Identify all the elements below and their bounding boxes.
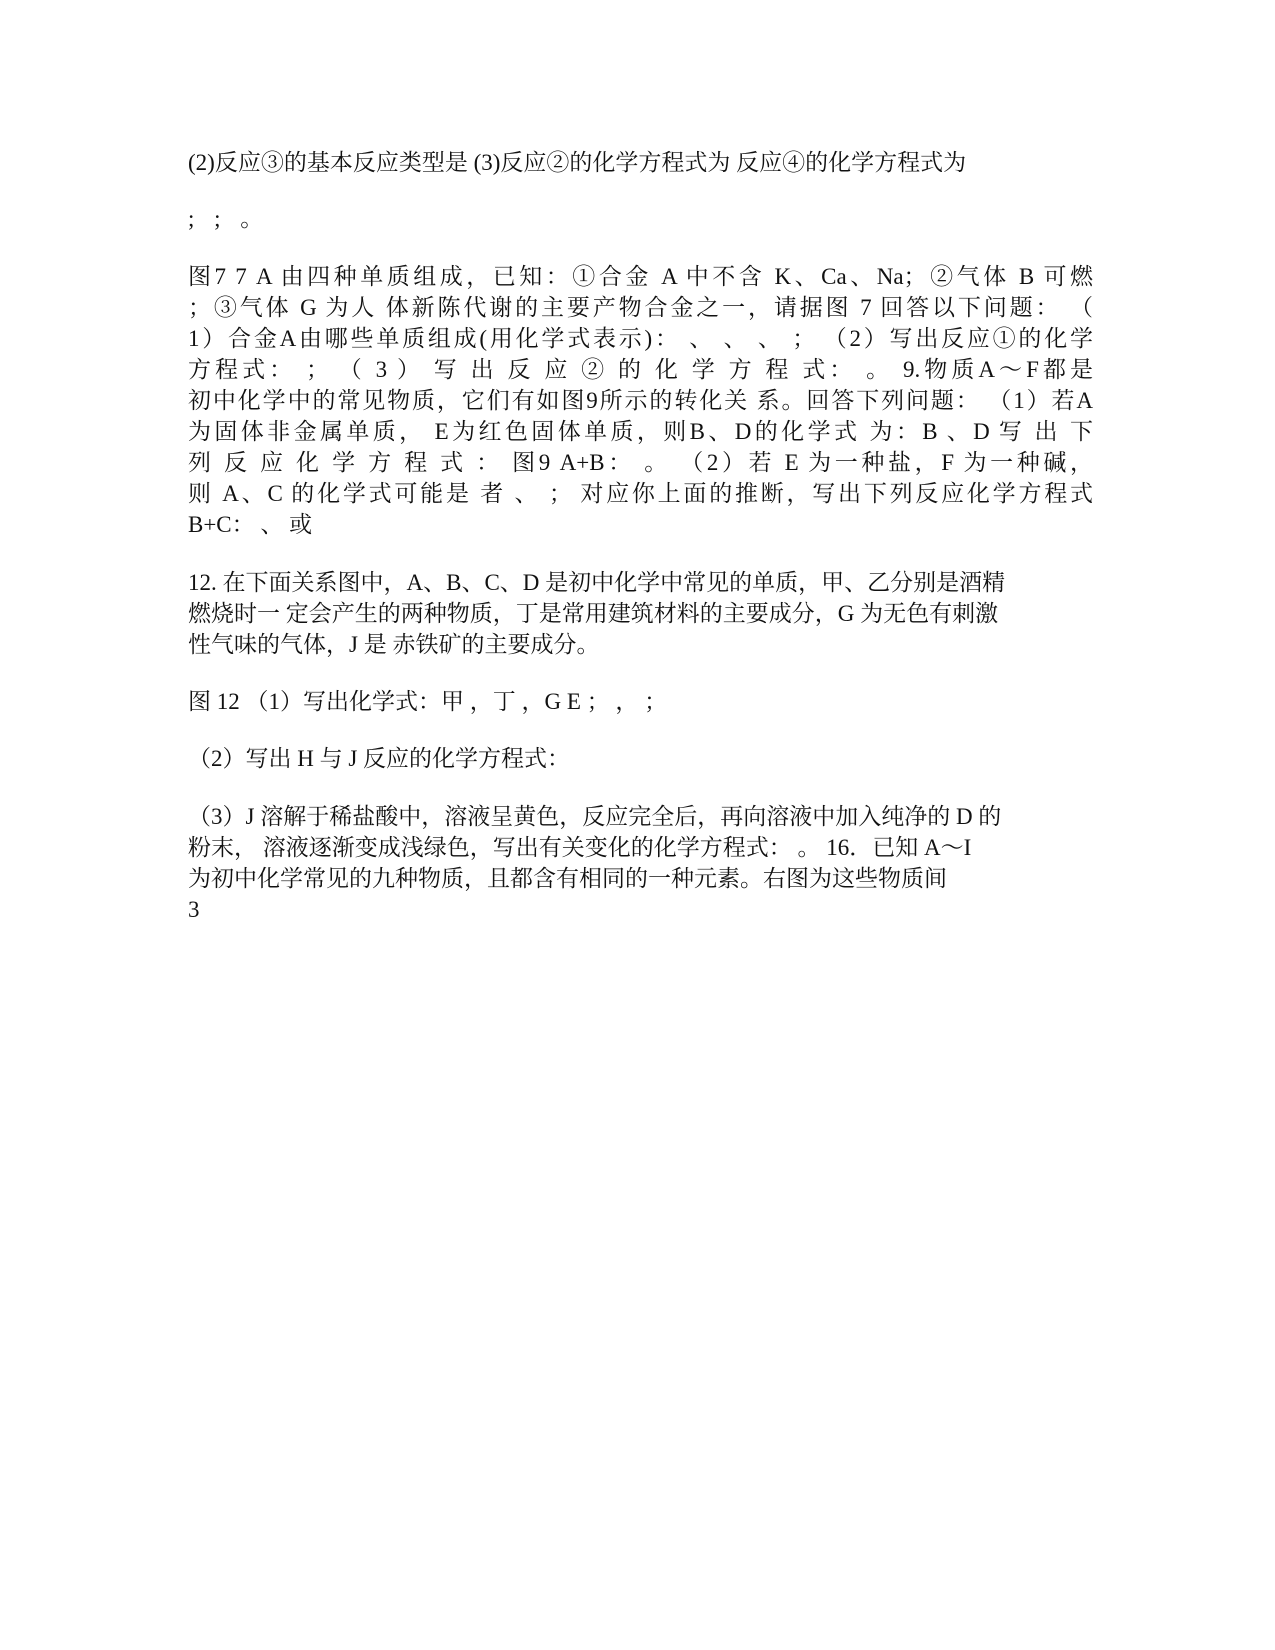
text-line: B+C： 、 或 — [188, 512, 313, 537]
text-line: 为固体非金属单质， E为红色固体单质，则B、D的化学式 为：B 、D 写 出 下 — [188, 419, 1093, 444]
text-line: ; ; 。 — [188, 206, 264, 231]
text-line: 12. 在下面关系图中，A、B、C、D 是初中化学中常见的单质，甲、乙分别是酒精 — [188, 570, 1006, 595]
text-line: （2）写出 H 与 J 反应的化学方程式： — [188, 746, 571, 771]
text-line: （3）J 溶解于稀盐酸中，溶液呈黄色，反应完全后，再向溶液中加入纯净的 D 的 — [188, 804, 1002, 829]
text-line: (2)反应③的基本反应类型是 (3)反应②的化学方程式为 反应④的化学方程式为 — [188, 150, 967, 175]
text-line: 燃烧时一 定会产生的两种物质，丁是常用建筑材料的主要成分，G 为无色有刺激 — [188, 601, 999, 626]
text-line: 初中化学中的常见物质，它们有如图9所示的转化关 系。回答下列问题： （1）若A — [188, 388, 1093, 413]
text-line: 1）合金A由哪些单质组成(用化学式表示)： 、 、 、 ； （2）写出反应①的化学 — [188, 326, 1093, 351]
text-line: ；③气体 G 为人 体新陈代谢的主要产物合金之一，请据图 7 回答以下问题： （ — [188, 295, 1093, 320]
text-line: 列 反 应 化 学 方 程 式 ： 图9 A+B： 。 （2）若 E 为一种盐，F 为一种碱， — [188, 450, 1093, 475]
text-line: 粉末， 溶液逐渐变成浅绿色，写出有关变化的化学方程式： 。 16．已知 A～I — [188, 835, 972, 860]
page-number: 3 — [188, 897, 200, 922]
text-line: 图7 7 A 由四种单质组成，已知：①合金 A 中不含 K、Ca、Na；②气体 B 可燃 — [188, 264, 1093, 289]
text-line: 则 A、C 的化学式可能是 者 、 ； 对应你上面的推断，写出下列反应化学方程式 — [188, 481, 1093, 506]
text-line: 方程式： ； （ 3 ） 写 出 反 应 ② 的 化 学 方 程 式： 。 9.物质A～F都是 — [188, 357, 1093, 382]
text-line: 性气味的气体，J 是 赤铁矿的主要成分。 — [188, 632, 600, 657]
text-line: 为初中化学常见的九种物质，且都含有相同的一种元素。右图为这些物质间 — [188, 866, 947, 891]
text-line: 图 12 （1）写出化学式：甲 ，丁 ，G E ； ， ； — [188, 689, 668, 714]
